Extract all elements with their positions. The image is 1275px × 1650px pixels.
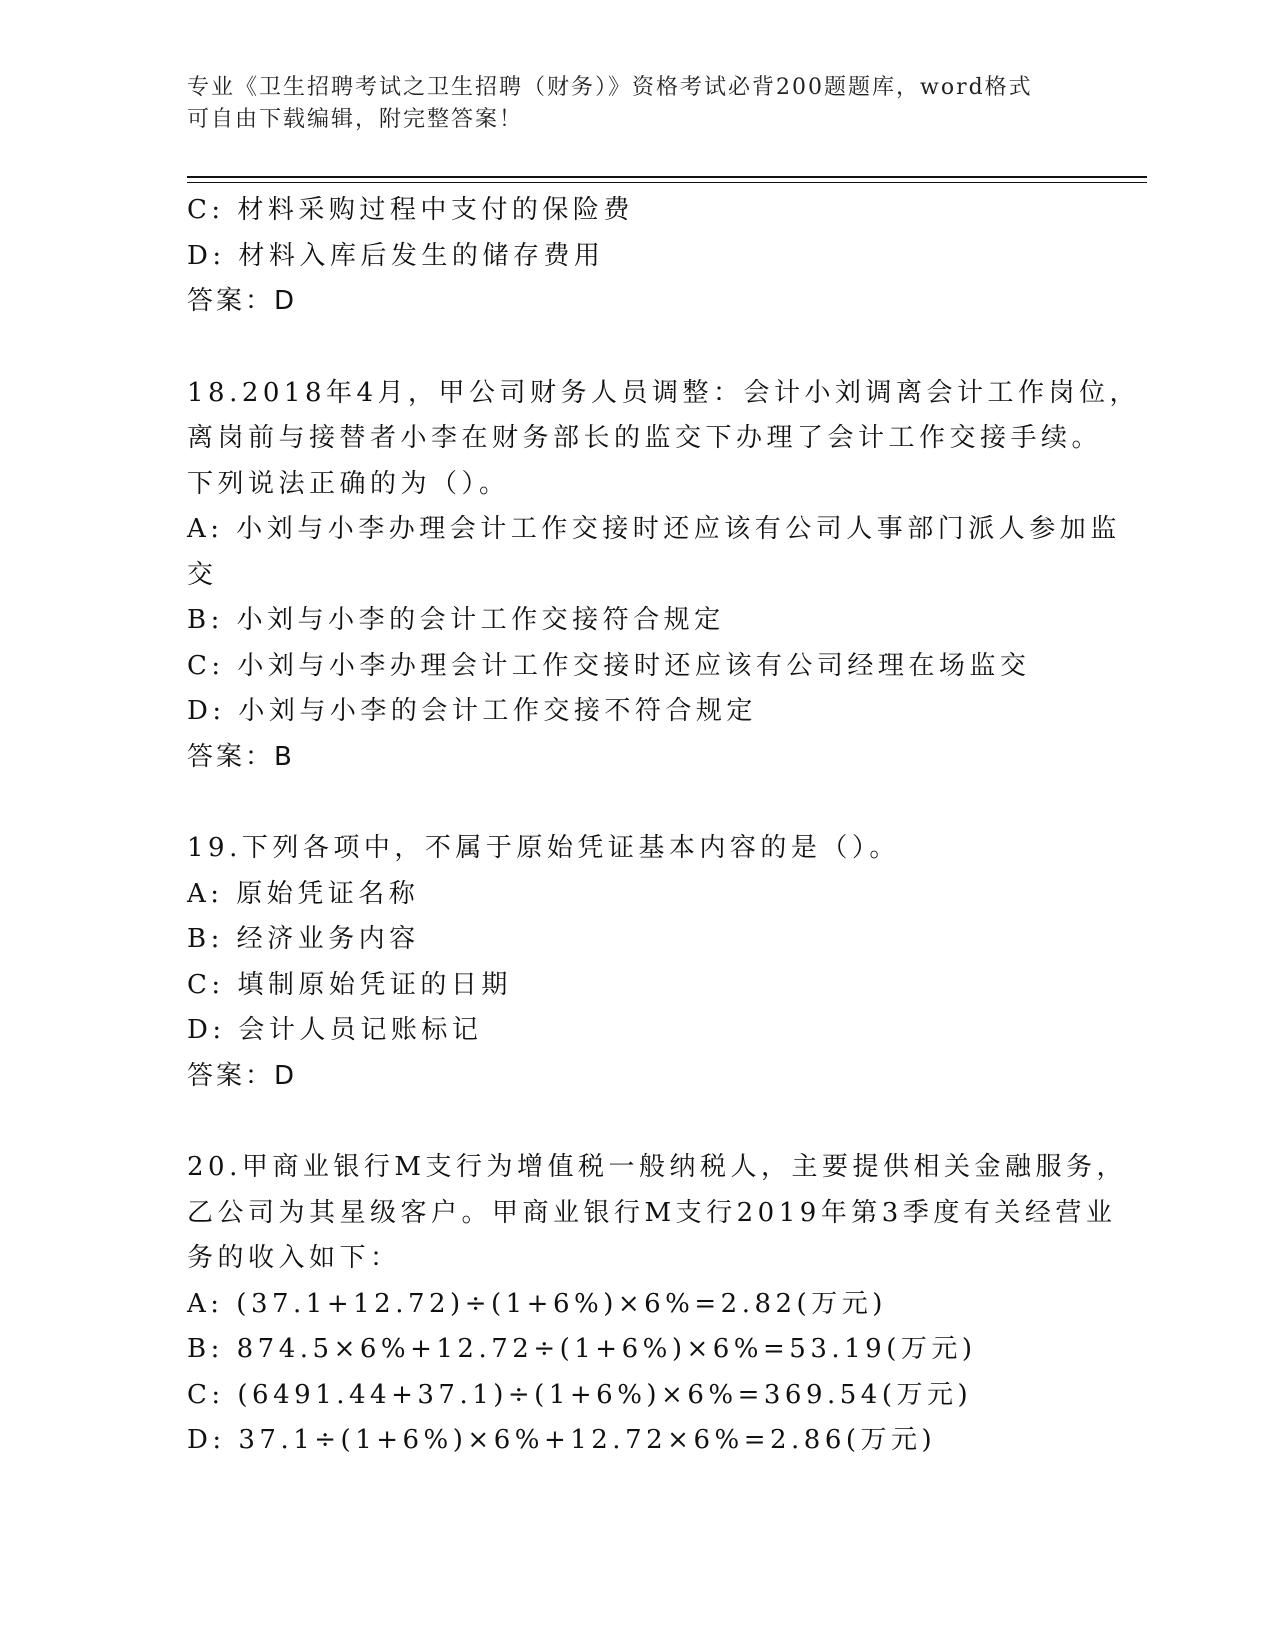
document-header — [187, 72, 1067, 136]
spacer — [187, 1099, 1087, 1145]
question-20-option-a: A: (37.1+12.72)÷(1+6%)×6%=2.82(万元) — [187, 1288, 887, 1319]
question-20-option-c: C: (6491.44+37.1)÷(1+6%)×6%=369.54(万元) — [187, 1379, 973, 1410]
question-18-option-a-line-2: 交 — [187, 559, 218, 590]
question-20-stem-line-2: 乙公司为其星级客户。甲商业银行M支行2019年第3季度有关经营业 — [187, 1197, 1117, 1228]
question-18-option-a-line-1: A: 小刘与小李办理会计工作交接时还应该有公司人事部门派人参加监 — [187, 514, 1121, 544]
header-title-line-2: 可自由下载编辑，附完整答案！ — [187, 107, 524, 132]
question-20-option-d: D: 37.1÷(1+6%)×6%+12.72×6%=2.86(万元) — [187, 1425, 937, 1455]
document-body — [187, 188, 1141, 1464]
question-19-option-b: B: 经济业务内容 — [187, 924, 420, 954]
header-title-line-1: 专业《卫生招聘考试之卫生招聘（财务）》资格考试必背200题题库，word格式 — [187, 75, 1033, 100]
question-19-answer: 答案：D — [187, 1060, 298, 1091]
question-17-option-d: D: 材料入库后发生的储存费用 — [187, 240, 605, 271]
question-17-answer: 答案：D — [187, 286, 298, 316]
question-19-stem: 19.下列各项中，不属于原始凭证基本内容的是（）。 — [187, 833, 900, 863]
question-18-answer: 答案：B — [187, 741, 295, 772]
question-19-option-a: A: 原始凭证名称 — [187, 878, 420, 909]
question-19-option-c: C: 填制原始凭证的日期 — [187, 969, 512, 1000]
question-18-option-d: D: 小刘与小李的会计工作交接不符合规定 — [187, 696, 757, 726]
question-18-stem-line-3: 下列说法正确的为（）。 — [187, 468, 510, 499]
question-18-option-b: B: 小刘与小李的会计工作交接符合规定 — [187, 605, 725, 635]
question-20-stem-line-3: 务的收入如下： — [187, 1243, 401, 1273]
question-18-option-c: C: 小刘与小李办理会计工作交接时还应该有公司经理在场监交 — [187, 650, 1031, 681]
question-19 — [187, 826, 1087, 1099]
question-20-option-b: B: 874.5×6%+12.72÷(1+6%)×6%=53.19(万元) — [187, 1334, 977, 1364]
question-19-option-d: D: 会计人员记账标记 — [187, 1015, 483, 1045]
spacer — [187, 780, 1087, 826]
question-18-stem-line-1: 18.2018年4月，甲公司财务人员调整：会计小刘调离会计工作岗位， — [187, 377, 1141, 408]
question-20-stem-line-1: 20.甲商业银行M支行为增值税一般纳税人，主要提供相关金融服务， — [187, 1152, 1127, 1182]
question-20 — [187, 1145, 1127, 1464]
question-17-option-c: C: 材料采购过程中支付的保险费 — [187, 195, 634, 225]
question-18-stem-line-2: 离岗前与接替者小李在财务部长的监交下办理了会计工作交接手续。 — [187, 423, 1103, 453]
spacer — [187, 325, 1087, 371]
header-divider-thick — [187, 176, 1147, 178]
header-divider-thin — [187, 182, 1147, 183]
question-18 — [187, 371, 1141, 781]
question-17-continued — [187, 188, 1087, 325]
